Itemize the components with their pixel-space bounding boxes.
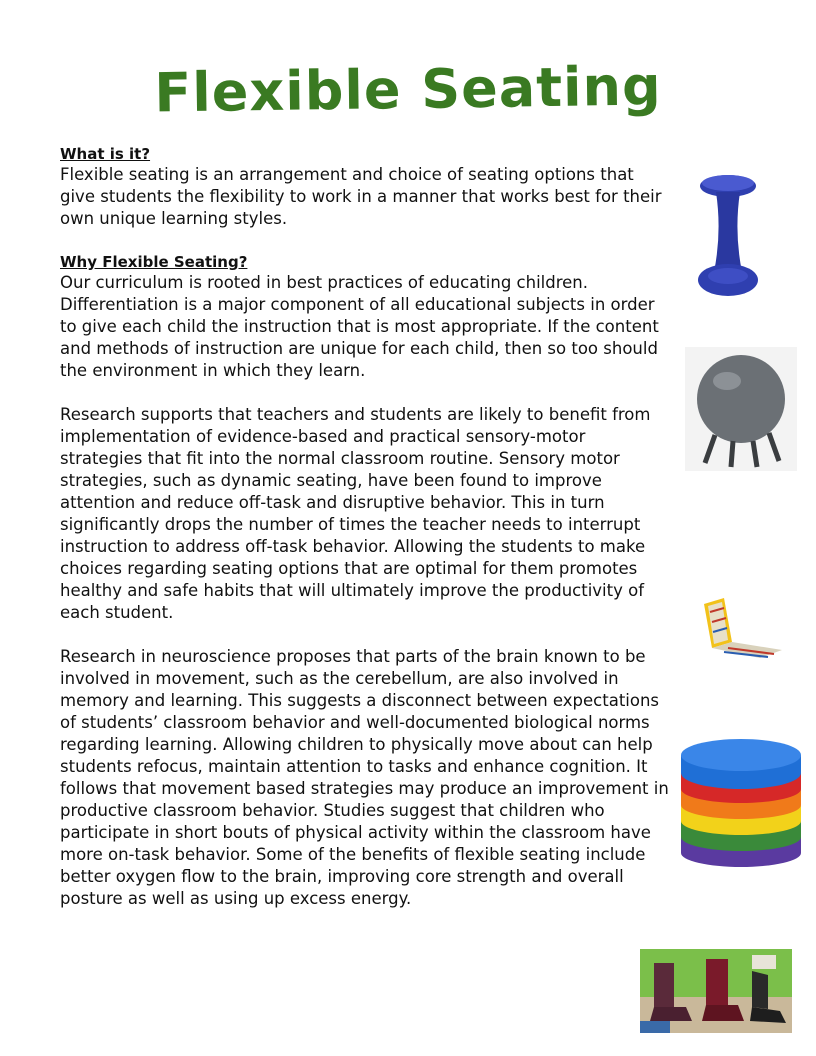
paragraph-definition: Flexible seating is an arrangement and choice of seating options that give students the flexibility to work in a manner that works best for their own unique learning styles.	[60, 165, 662, 228]
floor-seat-image	[698, 594, 786, 676]
paragraph-research-sensory: Research supports that teachers and students are likely to benefit from implementation of evidence-based and practical sensory-motor strategies that fit into the normal classroom routine. Sensory motor strategies, such as dynamic seating, have been found to improve attention and reduce off-task and disruptive behavior. This in turn significantly drops the number of times the teacher needs to interrupt instruction to address off-task behavior. Allowing the students to make choices regarding seating options that are optimal for them promotes healthy and safe habits that will ultimately improve the productivity of each student.	[60, 405, 651, 622]
section-heading-what: What is it?	[60, 145, 151, 163]
document-body	[60, 144, 672, 910]
stacked-cushions-image	[676, 735, 806, 869]
page-title: Flexible Seating	[153, 54, 663, 125]
paragraph-curriculum: Our curriculum is rooted in best practices of educating children. Differentiation is a major component of all educational subjects in order to give each child the instruction that is most appropriate. If the content and methods of instruction are unique for each child, then so too should the environment in which they learn.	[60, 273, 659, 380]
floor-chairs-photo	[640, 949, 792, 1033]
section-heading-why: Why Flexible Seating?	[60, 253, 248, 271]
wobble-stool-image	[694, 172, 762, 304]
stability-ball-chair-image	[685, 347, 797, 471]
paragraph-research-neuroscience: Research in neuroscience proposes that parts of the brain known to be involved in movement, such as the cerebellum, are also involved in memory and learning. This suggests a disconnect between expectations of students’ classroom behavior and well-documented biological norms regarding learning. Allowing children to physically move about can help students refocus, maintain attention to tasks and enhance cognition. It follows that movement based strategies may produce an improvement in productive classroom behavior. Studies suggest that children who participate in short bouts of physical activity within the classroom have more on-task behavior. Some of the benefits of flexible seating include better oxygen flow to the brain, improving core strength and overall posture as well as using up excess energy.	[60, 647, 669, 908]
